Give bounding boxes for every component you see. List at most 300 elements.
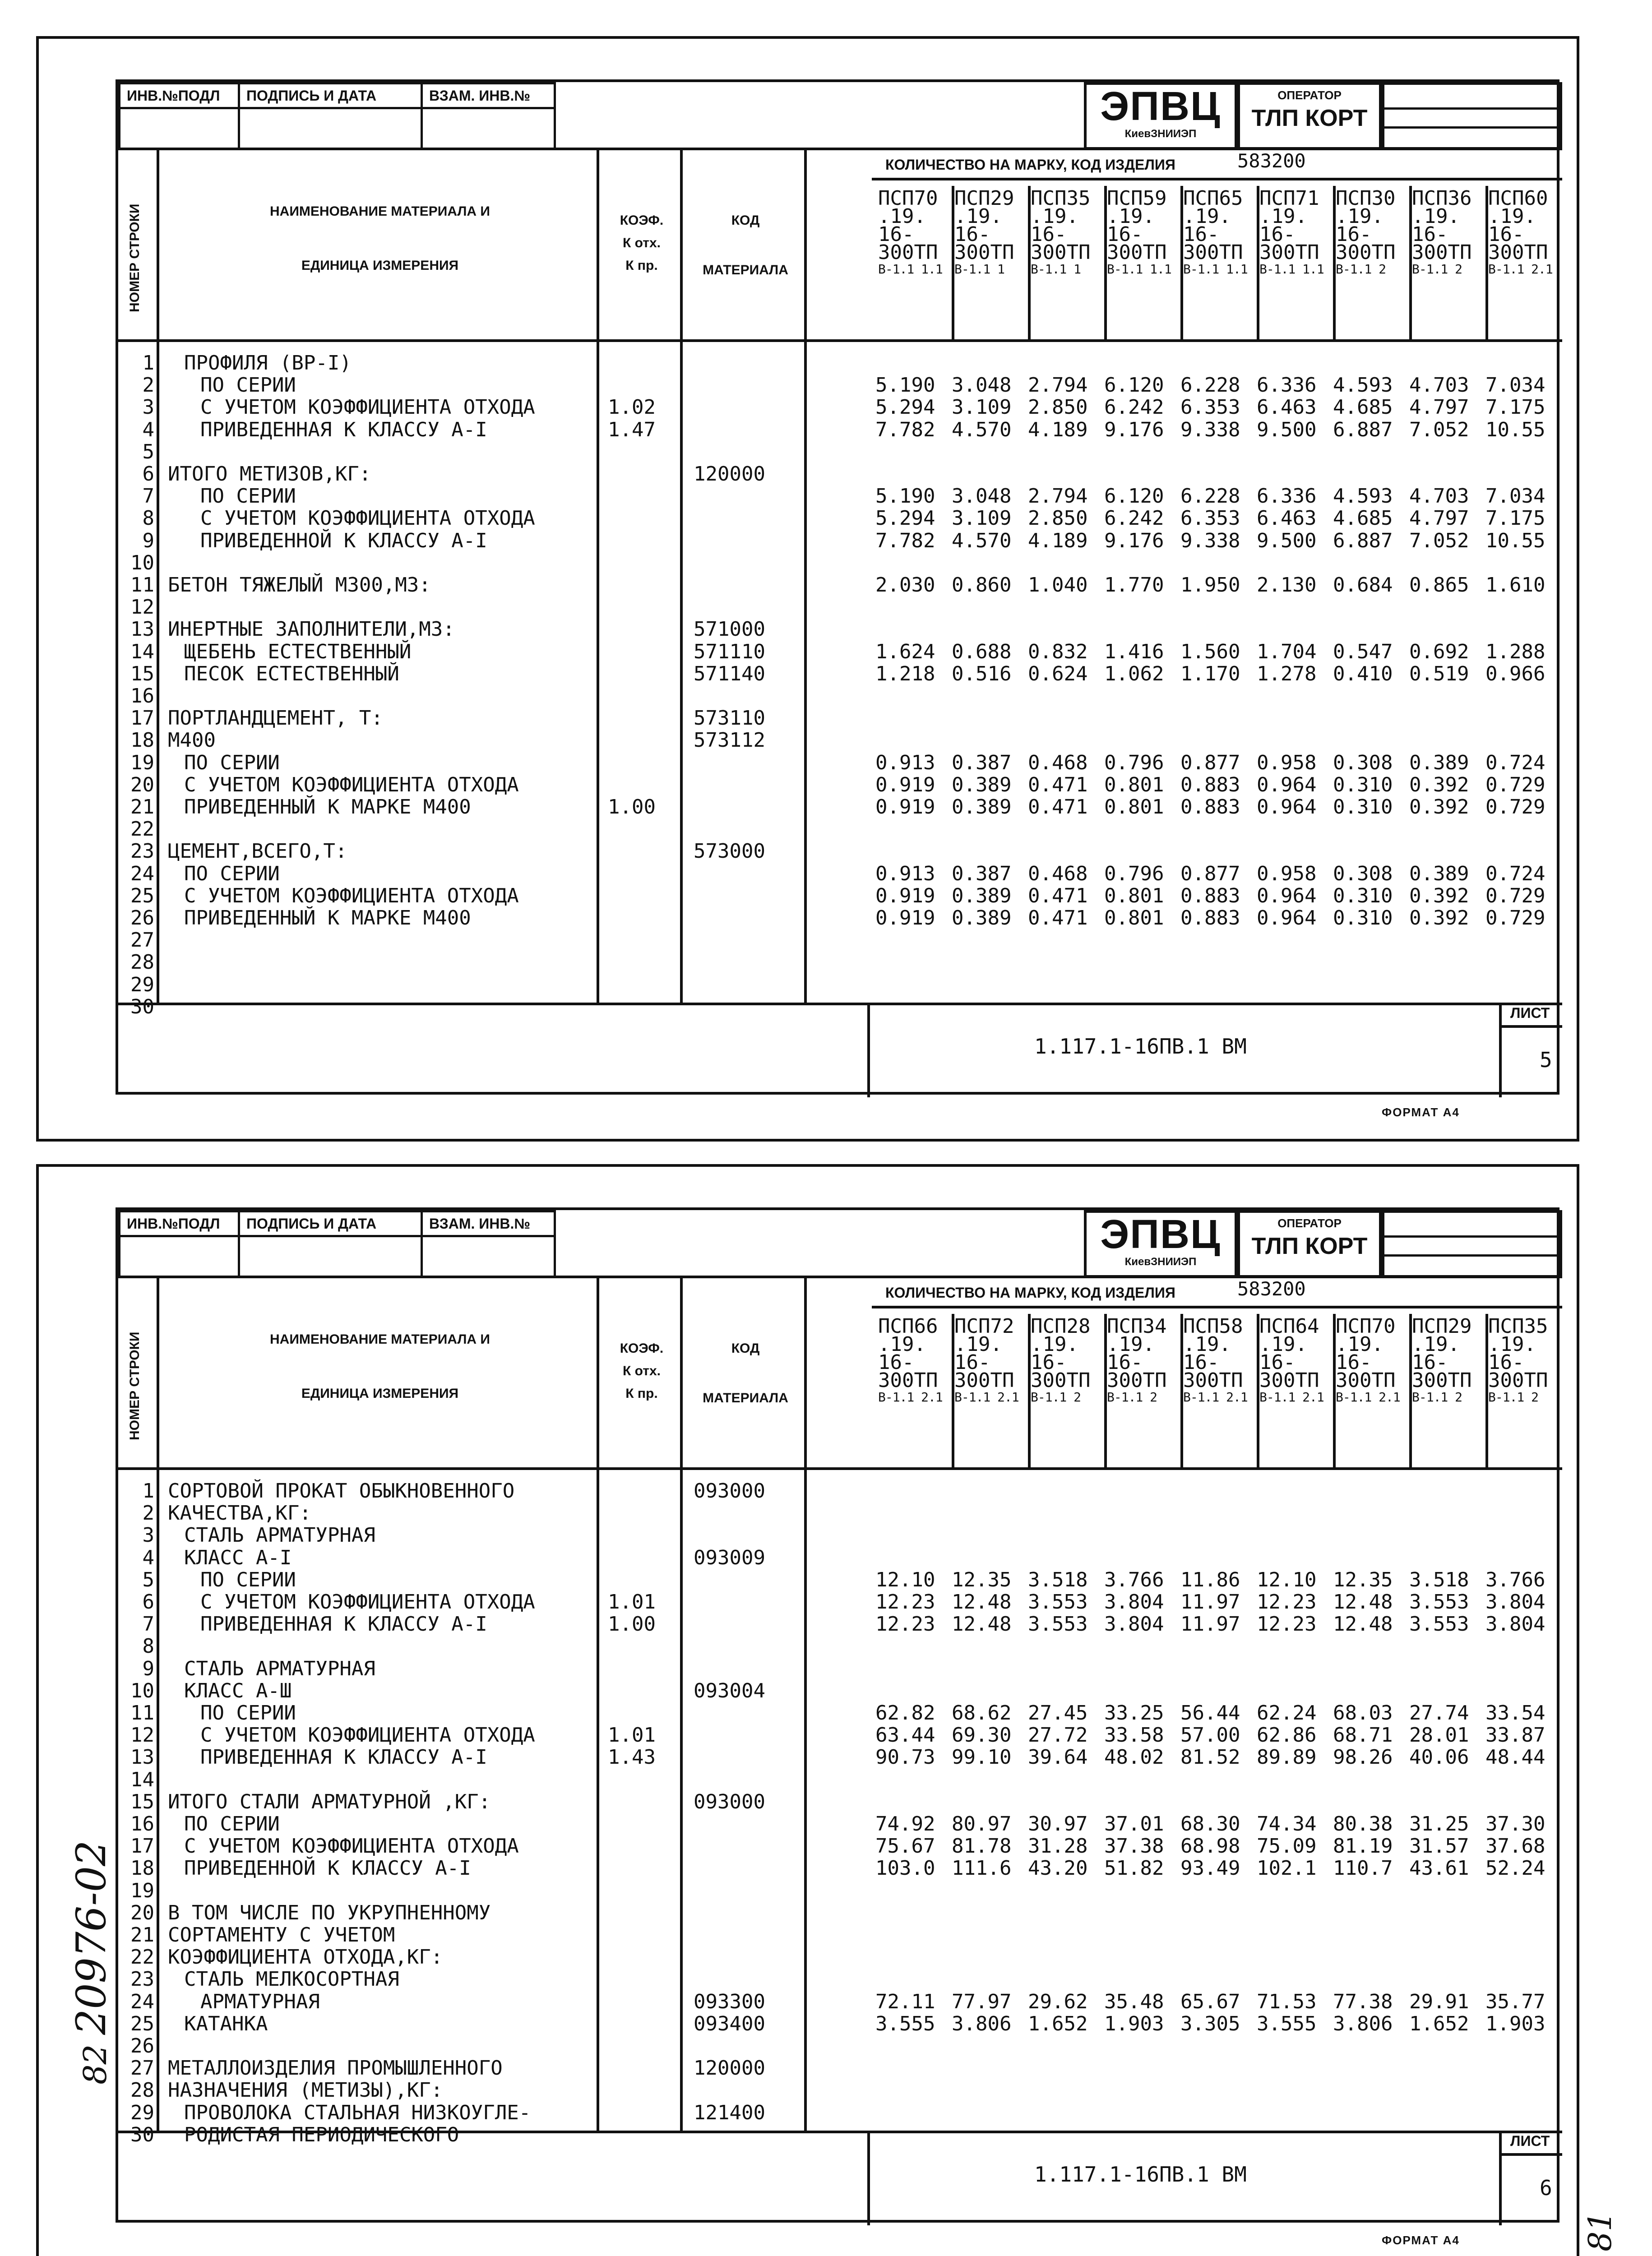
material-name: М400	[168, 729, 216, 752]
quantity-cell: 0.724	[1485, 751, 1546, 774]
row-number: 6	[142, 462, 154, 485]
table-row	[118, 1524, 1562, 1547]
quantity-cell: 4.570	[952, 529, 1012, 552]
row-number: 15	[130, 662, 154, 685]
quantity-cell: 6.336	[1257, 485, 1317, 508]
mark-line: В-1.1 1.1	[1259, 262, 1324, 277]
mark-line: 300ТП	[878, 241, 938, 264]
mark-line: 300ТП	[1259, 241, 1319, 264]
handwritten-corner-number: 81	[1582, 2211, 1619, 2251]
quantity-cell: 80.97	[952, 1812, 1012, 1835]
quantity-cell: 0.392	[1409, 906, 1469, 929]
quantity-cell: 12.35	[1333, 1568, 1393, 1591]
quantity-cell: 90.73	[875, 1746, 935, 1769]
material-name: В ТОМ ЧИСЛЕ ПО УКРУПНЕННОМУ	[168, 1901, 491, 1924]
material-name: ПРИВЕДЕННЫЙ К МАРКЕ М400	[184, 906, 471, 929]
mark-line: ПСП59	[1107, 187, 1167, 210]
material-code: 120000	[694, 2057, 765, 2080]
mark-line: В-1.1 2.1	[1488, 262, 1553, 277]
mark-line: 16-	[1031, 223, 1067, 246]
quantity-cell: 3.553	[1409, 1590, 1469, 1613]
name-header-2: ЕДИНИЦА ИЗМЕРЕНИЯ	[301, 258, 459, 273]
table-row	[118, 1946, 1562, 1969]
quantity-cell: 6.353	[1180, 396, 1240, 419]
quantity-cell: 0.729	[1485, 795, 1546, 818]
quantity-cell: 2.850	[1028, 396, 1088, 419]
quantity-cell: 5.294	[875, 396, 935, 419]
operator-block	[1237, 1210, 1382, 1278]
quantity-cell: 6.228	[1180, 374, 1240, 397]
material-name: АРМАТУРНАЯ	[200, 1990, 320, 2013]
quantity-cell: 2.794	[1028, 485, 1088, 508]
quantity-cell: 0.389	[1409, 862, 1469, 885]
format-label: ФОРМАТ А4	[1382, 1105, 1460, 1119]
table-row	[118, 1635, 1562, 1658]
sheet-page-6	[36, 1164, 1579, 2256]
material-name: С УЧЕТОМ КОЭФФИЦИЕНТА ОТХОДА	[200, 1724, 535, 1747]
quantity-cell: 56.44	[1180, 1701, 1240, 1724]
material-name: СТАЛЬ АРМАТУРНАЯ	[184, 1657, 375, 1680]
material-code: 093004	[694, 1679, 765, 1702]
quantity-cell: 1.170	[1180, 662, 1240, 685]
mark-line: ПСП71	[1259, 187, 1319, 210]
mark-line: .19.	[1183, 1333, 1231, 1356]
quantity-cell: 65.67	[1180, 1990, 1240, 2013]
mark-line: В-1.1 1.1	[1183, 262, 1248, 277]
quantity-values	[875, 796, 1562, 818]
inv-podl-cell: ИНВ.№ПОДЛ	[118, 1210, 240, 1237]
row-number: 9	[142, 1657, 154, 1680]
mark-header	[1259, 1315, 1324, 1405]
quantity-cell: 7.034	[1485, 374, 1546, 397]
row-number: 17	[130, 1835, 154, 1858]
sign-date-value	[238, 1235, 423, 1278]
mark-line: .19.	[1336, 205, 1384, 228]
quantity-values	[875, 1613, 1562, 1636]
sheet-label: ЛИСТ	[1510, 1005, 1550, 1021]
table-row	[118, 996, 1562, 1018]
quantity-cell: 12.10	[1257, 1568, 1317, 1591]
quantity-values	[875, 752, 1562, 774]
table-row	[118, 974, 1562, 996]
mark-line: В-1.1 2.1	[1336, 1390, 1400, 1405]
material-code: 120000	[694, 462, 765, 485]
mark-line: 300ТП	[1412, 241, 1472, 264]
mark-line: 300ТП	[1259, 1369, 1319, 1392]
material-name: ПО СЕРИИ	[184, 862, 280, 885]
quantity-values	[875, 419, 1562, 441]
quantity-cell: 0.958	[1257, 862, 1317, 885]
mark-line: ПСП65	[1183, 187, 1243, 210]
material-name: СОРТОВОЙ ПРОКАТ ОБЫКНОВЕННОГО	[168, 1479, 515, 1502]
quantity-cell: 4.797	[1409, 396, 1469, 419]
material-name: СТАЛЬ МЕЛКОСОРТНАЯ	[184, 1968, 399, 1991]
vzam-inv-value	[421, 1235, 556, 1278]
table-row	[118, 574, 1562, 596]
quantity-cell: 7.175	[1485, 396, 1546, 419]
quantity-cell: 35.77	[1485, 1990, 1546, 2013]
mark-line: 300ТП	[1183, 241, 1243, 264]
form-frame	[116, 79, 1559, 1119]
table-row	[118, 374, 1562, 397]
row-number: 26	[130, 906, 154, 929]
quantity-cell: 1.560	[1180, 640, 1240, 663]
quantity-cell: 3.518	[1409, 1568, 1469, 1591]
sheet-label: ЛИСТ	[1510, 2133, 1550, 2149]
row-number: 25	[130, 2012, 154, 2035]
material-name: ПРОФИЛЯ (ВР-I)	[184, 351, 352, 374]
quantity-cell: 33.54	[1485, 1701, 1546, 1724]
quantity-cell: 9.176	[1104, 529, 1164, 552]
quantity-cell: 1.652	[1409, 2012, 1469, 2035]
mark-line: 300ТП	[1488, 241, 1548, 264]
row-number: 23	[130, 840, 154, 863]
mark-line: В-1.1 1.1	[1107, 262, 1171, 277]
mark-line: .19.	[954, 1333, 1002, 1356]
coefficient: 1.43	[608, 1746, 656, 1769]
sign-date-cell: ПОДПИСЬ И ДАТА	[238, 82, 423, 109]
row-number: 19	[130, 1879, 154, 1902]
table-row	[118, 2124, 1562, 2146]
quantity-values	[875, 374, 1562, 397]
table-row	[118, 1857, 1562, 1880]
table-row	[118, 530, 1562, 552]
row-number: 1	[142, 1479, 154, 1502]
coef-header-2: К отх.	[623, 236, 661, 250]
quantity-cell: 9.338	[1180, 418, 1240, 441]
mark-line: ПСП34	[1107, 1315, 1167, 1338]
quantity-cell: 0.468	[1028, 751, 1088, 774]
quantity-cell: 6.463	[1257, 507, 1317, 530]
quantity-cell: 11.97	[1180, 1613, 1240, 1636]
coef-header-3: К пр.	[625, 1386, 658, 1401]
quantity-cell: 0.964	[1257, 884, 1317, 907]
mark-line: В-1.1 2.1	[878, 1390, 943, 1405]
quantity-cell: 51.82	[1104, 1857, 1164, 1880]
operator-value: ТЛП КОРТ	[1251, 1233, 1368, 1259]
mark-line: ПСП30	[1336, 187, 1396, 210]
material-name: КОЭФФИЦИЕНТА ОТХОДА,КГ:	[168, 1946, 443, 1969]
sheet-label-rule	[1499, 2153, 1562, 2156]
mark-line: 300ТП	[1488, 1369, 1548, 1392]
name-header-2: ЕДИНИЦА ИЗМЕРЕНИЯ	[301, 1386, 459, 1401]
mark-header	[878, 1315, 943, 1405]
quantity-cell: 62.24	[1257, 1701, 1317, 1724]
quantity-cell: 37.38	[1104, 1835, 1164, 1858]
inv-podl-cell: ИНВ.№ПОДЛ	[118, 82, 240, 109]
material-name: ПРИВЕДЕННОЙ К КЛАССУ А-I	[200, 529, 487, 552]
table-row	[118, 685, 1562, 707]
table-row	[118, 1880, 1562, 1902]
mark-line: В-1.1 2	[1031, 1390, 1081, 1405]
coef-header-3: К пр.	[625, 258, 658, 273]
quantity-values	[875, 396, 1562, 419]
row-number: 1	[142, 351, 154, 374]
quantity-cell: 68.30	[1180, 1812, 1240, 1835]
quantity-cell: 7.052	[1409, 418, 1469, 441]
material-name: ПО СЕРИИ	[200, 374, 296, 397]
quantity-cell: 0.471	[1028, 906, 1088, 929]
mark-header	[954, 187, 1014, 277]
mark-header	[1031, 1315, 1091, 1405]
quantity-cell: 93.49	[1180, 1857, 1240, 1880]
quantity-cell: 0.389	[1409, 751, 1469, 774]
quantity-cell: 68.62	[952, 1701, 1012, 1724]
material-name: С УЧЕТОМ КОЭФФИЦИЕНТА ОТХОДА	[184, 884, 519, 907]
quantity-cell: 1.770	[1104, 573, 1164, 596]
mark-line: 300ТП	[1412, 1369, 1472, 1392]
row-number: 14	[130, 1768, 154, 1791]
material-name: БЕТОН ТЯЖЕЛЫЙ М300,М3:	[168, 573, 431, 596]
quantity-cell: 0.801	[1104, 773, 1164, 796]
vzam-inv-value	[421, 107, 556, 150]
row-number: 26	[130, 2034, 154, 2057]
mark-line: ПСП28	[1031, 1315, 1091, 1338]
quantity-cell: 0.392	[1409, 884, 1469, 907]
quantity-cell: 0.801	[1104, 906, 1164, 929]
material-code: 573112	[694, 729, 765, 752]
body-top-rule	[118, 1467, 1562, 1470]
quantity-cell: 5.190	[875, 485, 935, 508]
operator-extra	[1382, 1210, 1562, 1278]
quantity-cell: 0.547	[1333, 640, 1393, 663]
quantity-cell: 37.68	[1485, 1835, 1546, 1858]
quantity-cell: 12.48	[1333, 1590, 1393, 1613]
mark-line: 16-	[1336, 223, 1372, 246]
table-row	[118, 729, 1562, 752]
material-name: ПО СЕРИИ	[184, 1812, 280, 1835]
operator-label: ОПЕРАТОР	[1277, 1216, 1342, 1230]
quantity-cell: 1.652	[1028, 2012, 1088, 2035]
quantity-cell: 0.310	[1333, 884, 1393, 907]
row-number-header: НОМЕР СТРОКИ	[127, 203, 142, 312]
row-number: 15	[130, 1790, 154, 1813]
table-row	[118, 796, 1562, 818]
mark-line: В-1.1 1.1	[878, 262, 943, 277]
mark-header	[1107, 187, 1171, 277]
row-number: 12	[130, 1724, 154, 1747]
quantity-cell: 0.516	[952, 662, 1012, 685]
material-name: РОДИСТАЯ ПЕРИОДИЧЕСКОГО	[184, 2123, 459, 2146]
table-row	[118, 1502, 1562, 1525]
quantity-cell: 5.190	[875, 374, 935, 397]
mark-line: .19.	[1488, 205, 1536, 228]
material-name: С УЧЕТОМ КОЭФФИЦИЕНТА ОТХОДА	[184, 1835, 519, 1858]
stamp-sub: КиевЗНИИЭП	[1124, 128, 1197, 140]
quantity-cell: 9.500	[1257, 418, 1317, 441]
quantity-values	[875, 1857, 1562, 1880]
material-name: ИНЕРТНЫЕ ЗАПОЛНИТЕЛИ,М3:	[168, 618, 455, 641]
quantity-cell: 3.806	[1333, 2012, 1393, 2035]
material-name: ПО СЕРИИ	[200, 1701, 296, 1724]
quantity-cell: 1.624	[875, 640, 935, 663]
quantity-cell: 62.86	[1257, 1724, 1317, 1747]
table-row	[118, 1658, 1562, 1680]
quantity-cell: 33.87	[1485, 1724, 1546, 1747]
mark-line: 16-	[1183, 223, 1219, 246]
quantity-cell: 0.624	[1028, 662, 1088, 685]
quantity-cell: 1.416	[1104, 640, 1164, 663]
quantity-cell: 0.877	[1180, 751, 1240, 774]
quantity-cell: 0.471	[1028, 773, 1088, 796]
quantity-cell: 77.97	[952, 1990, 1012, 2013]
table-row	[118, 1746, 1562, 1769]
quantity-cell: 0.310	[1333, 773, 1393, 796]
quantity-cell: 6.228	[1180, 485, 1240, 508]
quantity-values	[875, 485, 1562, 508]
coef-header-2: К отх.	[623, 1364, 661, 1378]
mark-line: .19.	[878, 1333, 926, 1356]
quantity-cell: 68.98	[1180, 1835, 1240, 1858]
quantity-cell: 2.850	[1028, 507, 1088, 530]
coefficient: 1.01	[608, 1724, 656, 1747]
quantity-cell: 99.10	[952, 1746, 1012, 1769]
quantity-cell: 1.704	[1257, 640, 1317, 663]
row-number: 4	[142, 1546, 154, 1569]
quantity-cell: 0.471	[1028, 795, 1088, 818]
quantity-cell: 3.804	[1104, 1590, 1164, 1613]
table-row	[118, 840, 1562, 863]
mark-header	[1412, 187, 1472, 277]
quantity-values	[875, 1835, 1562, 1858]
mark-line: 16-	[1107, 223, 1143, 246]
quantity-cell: 3.804	[1485, 1613, 1546, 1636]
row-number: 14	[130, 640, 154, 663]
quantity-cell: 0.913	[875, 862, 935, 885]
mark-header	[1259, 187, 1324, 277]
table-row	[118, 596, 1562, 619]
table-row	[118, 641, 1562, 663]
stamp-main: ЭПВЦ	[1100, 84, 1221, 129]
mark-line: ПСП35	[1488, 1315, 1548, 1338]
quantity-cell: 31.28	[1028, 1835, 1088, 1858]
quantity-cell: 1.903	[1104, 2012, 1164, 2035]
quantity-values	[875, 574, 1562, 596]
row-number: 8	[142, 507, 154, 530]
row-number: 6	[142, 1590, 154, 1613]
quantity-cell: 12.35	[952, 1568, 1012, 1591]
quantity-cell: 0.958	[1257, 751, 1317, 774]
mark-line: ПСП36	[1412, 187, 1472, 210]
quantity-values	[875, 907, 1562, 929]
table-row	[118, 863, 1562, 885]
quantity-cell: 4.570	[952, 418, 1012, 441]
mark-line: В-1.1 2.1	[1259, 1390, 1324, 1405]
material-name: НАЗНАЧЕНИЯ (МЕТИЗЫ),КГ:	[168, 2079, 443, 2102]
row-number: 12	[130, 596, 154, 619]
quantity-cell: 3.048	[952, 485, 1012, 508]
mark-line: .19.	[1336, 1333, 1384, 1356]
quantity-cell: 4.703	[1409, 485, 1469, 508]
table-row	[118, 1813, 1562, 1835]
stamp-block	[1084, 82, 1237, 150]
mark-line: В-1.1 2	[1107, 1390, 1157, 1405]
quantity-values	[875, 530, 1562, 552]
quantity-cell: 77.38	[1333, 1990, 1393, 2013]
mark-header	[1031, 187, 1091, 277]
mark-line: 16-	[1488, 1351, 1524, 1374]
quantity-values	[875, 507, 1562, 530]
mark-line: 16-	[954, 1351, 990, 1374]
name-header-1: НАИМЕНОВАНИЕ МАТЕРИАЛА И	[269, 204, 490, 219]
quantity-cell: 0.308	[1333, 862, 1393, 885]
quantity-cell: 1.950	[1180, 573, 1240, 596]
quantity-cell: 4.593	[1333, 374, 1393, 397]
quantity-cell: 0.801	[1104, 795, 1164, 818]
table-row	[118, 663, 1562, 685]
quantity-cell: 9.338	[1180, 529, 1240, 552]
mark-line: ПСП29	[1412, 1315, 1472, 1338]
material-name: С УЧЕТОМ КОЭФФИЦИЕНТА ОТХОДА	[200, 396, 535, 419]
quantity-cell: 48.44	[1485, 1746, 1546, 1769]
quantity-cell: 0.392	[1409, 773, 1469, 796]
quantity-cell: 7.175	[1485, 507, 1546, 530]
table-row	[118, 463, 1562, 485]
vzam-inv-cell: ВЗАМ. ИНВ.№	[421, 1210, 556, 1237]
name-header-1: НАИМЕНОВАНИЕ МАТЕРИАЛА И	[269, 1332, 490, 1347]
mark-line: ПСП60	[1488, 187, 1548, 210]
stamp-sub: КиевЗНИИЭП	[1124, 1256, 1197, 1268]
product-code: 583200	[1237, 150, 1306, 172]
qty-title: КОЛИЧЕСТВО НА МАРКУ, КОД ИЗДЕЛИЯ	[885, 1285, 1175, 1301]
quantity-cell: 28.01	[1409, 1724, 1469, 1747]
row-number: 8	[142, 1635, 154, 1658]
quantity-cell: 0.966	[1485, 662, 1546, 685]
table-row	[118, 907, 1562, 929]
material-name: ПРИВЕДЕННОЙ К КЛАССУ А-I	[184, 1857, 471, 1880]
table-row	[118, 1591, 1562, 1613]
quantity-cell: 43.20	[1028, 1857, 1088, 1880]
material-name: С УЧЕТОМ КОЭФФИЦИЕНТА ОТХОДА	[184, 773, 519, 796]
mark-line: .19.	[1107, 1333, 1155, 1356]
material-name: ПО СЕРИИ	[200, 485, 296, 508]
mark-line: 300ТП	[954, 241, 1014, 264]
quantity-cell: 27.72	[1028, 1724, 1088, 1747]
quantity-cell: 6.120	[1104, 485, 1164, 508]
table-row	[118, 441, 1562, 463]
row-number: 9	[142, 529, 154, 552]
quantity-cell: 6.463	[1257, 396, 1317, 419]
quantity-cell: 3.555	[1257, 2012, 1317, 2035]
row-number: 29	[130, 2101, 154, 2124]
quantity-cell: 0.410	[1333, 662, 1393, 685]
quantity-cell: 9.500	[1257, 529, 1317, 552]
row-number: 7	[142, 485, 154, 508]
quantity-cell: 0.919	[875, 884, 935, 907]
row-number: 13	[130, 618, 154, 641]
quantity-cell: 31.25	[1409, 1812, 1469, 1835]
mark-line: 16-	[1336, 1351, 1372, 1374]
table-row	[118, 2102, 1562, 2124]
mark-line: В-1.1 2.1	[1183, 1390, 1248, 1405]
quantity-cell: 6.242	[1104, 396, 1164, 419]
quantity-cell: 12.23	[1257, 1590, 1317, 1613]
quantity-cell: 0.796	[1104, 751, 1164, 774]
quantity-cell: 0.919	[875, 773, 935, 796]
quantity-cell: 0.724	[1485, 862, 1546, 885]
row-number: 23	[130, 1968, 154, 1991]
quantity-cell: 0.387	[952, 751, 1012, 774]
table-row	[118, 396, 1562, 419]
material-name: ПРОВОЛОКА СТАЛЬНАЯ НИЗКОУГЛЕ-	[184, 2101, 531, 2124]
mark-line: .19.	[878, 205, 926, 228]
material-name: ПО СЕРИИ	[184, 751, 280, 774]
mark-header	[1488, 1315, 1548, 1405]
operator-block	[1237, 82, 1382, 150]
quantity-cell: 3.555	[875, 2012, 935, 2035]
quantity-cell: 3.518	[1028, 1568, 1088, 1591]
quantity-cell: 2.030	[875, 573, 935, 596]
